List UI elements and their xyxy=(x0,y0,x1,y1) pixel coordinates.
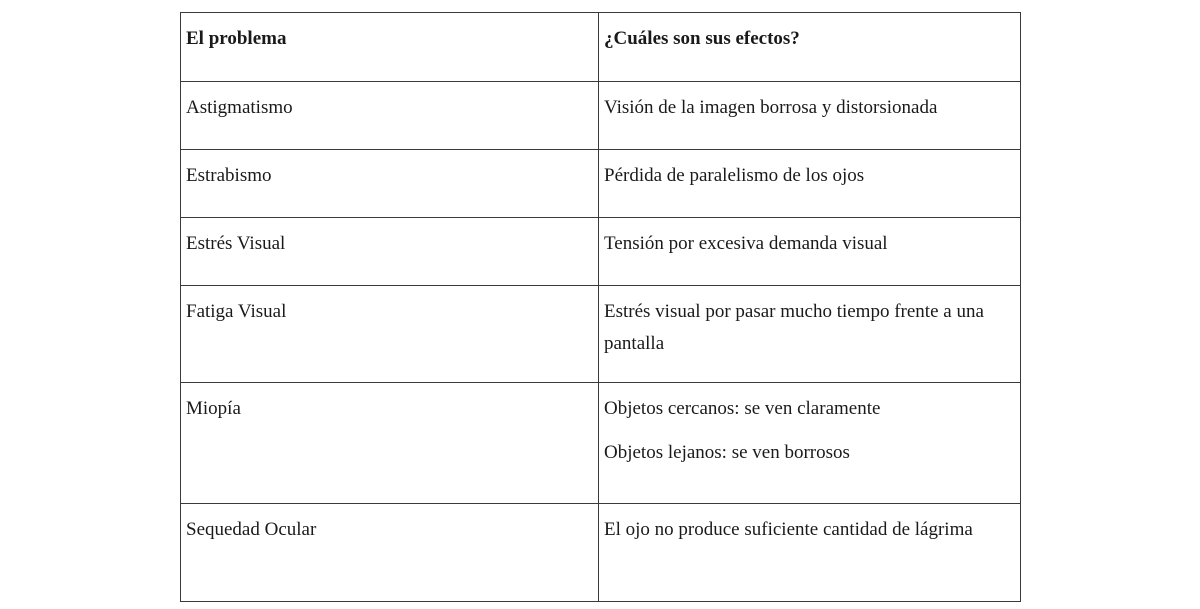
problem-cell: Fatiga Visual xyxy=(181,286,599,383)
effects-cell xyxy=(599,82,1021,150)
effects-cell xyxy=(599,150,1021,218)
table-row xyxy=(181,286,1021,383)
header-problem: El problema xyxy=(181,13,599,82)
header-effects: ¿Cuáles son sus efectos? xyxy=(599,13,1021,82)
problem-cell: Estrabismo xyxy=(181,150,599,218)
problem-cell: Miopía xyxy=(181,383,599,504)
table-row xyxy=(181,383,1021,504)
effects-cell xyxy=(599,286,1021,383)
eye-problems-table xyxy=(180,12,1021,602)
effect-text: Objetos cercanos: se ven claramente xyxy=(604,398,881,419)
table-body xyxy=(181,13,1021,602)
effect-text: Pérdida de paralelismo de los ojos xyxy=(604,165,865,186)
table-row xyxy=(181,218,1021,286)
effects-cell xyxy=(599,383,1021,504)
table-row xyxy=(181,150,1021,218)
table-header-row xyxy=(181,13,1021,82)
problem-cell: Estrés Visual xyxy=(181,218,599,286)
effect-text: El ojo no produce suficiente cantidad de lágrima xyxy=(604,519,973,540)
table-row xyxy=(181,82,1021,150)
effect-text: Estrés visual por pasar mucho tiempo frente a una pantalla xyxy=(604,301,984,354)
effect-text: Tensión por excesiva demanda visual xyxy=(604,233,888,254)
problem-cell: Sequedad Ocular xyxy=(181,504,599,602)
table-row xyxy=(181,504,1021,602)
effect-text: Objetos lejanos: se ven borrosos xyxy=(604,442,850,463)
effect-text: Visión de la imagen borrosa y distorsionada xyxy=(604,97,938,118)
effects-cell xyxy=(599,218,1021,286)
effects-cell xyxy=(599,504,1021,602)
problem-cell: Astigmatismo xyxy=(181,82,599,150)
